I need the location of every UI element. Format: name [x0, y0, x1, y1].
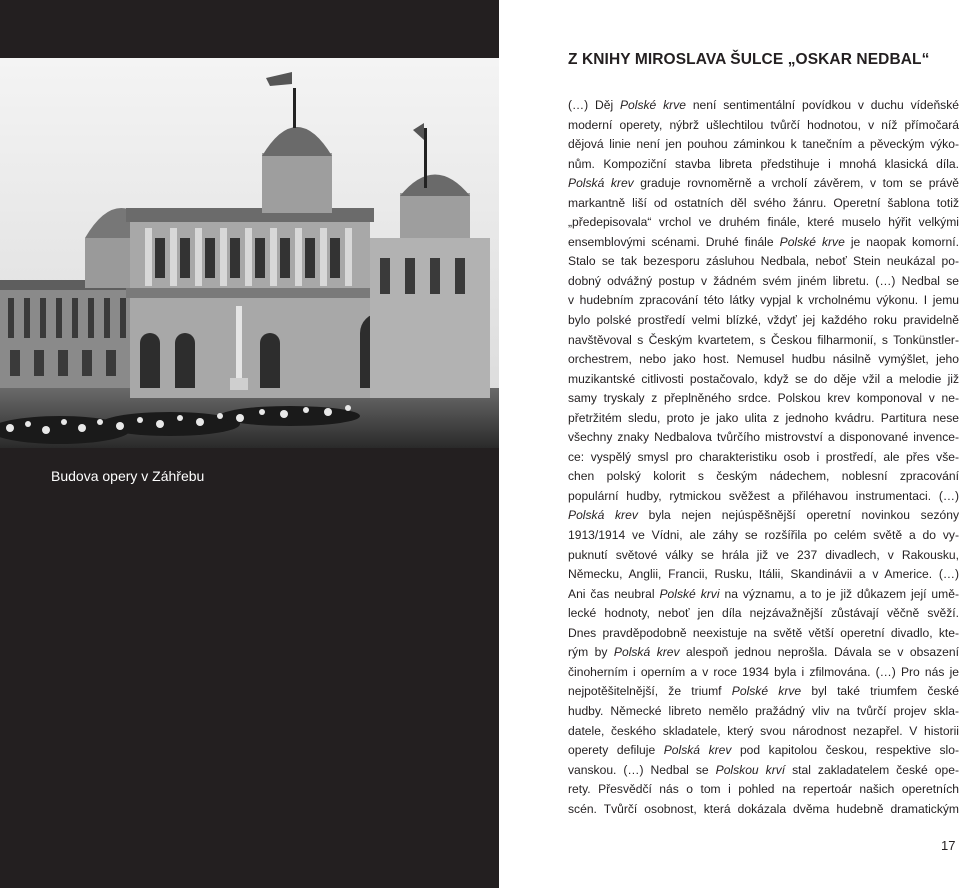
text-segment: Německu, Anglii, Francii, Rusku, Itálii, Skandinávii a v Americe. (…): [568, 567, 959, 582]
italic-title-text: Polská krev: [568, 176, 634, 191]
text-line: [568, 448, 959, 468]
text-segment: (…) Děj: [568, 98, 620, 112]
text-segment: Dnes pravděpodobně neexistuje na světě větší operetní divadlo, kte-: [568, 625, 959, 640]
text-line: [568, 526, 959, 546]
text-line: [568, 174, 959, 194]
text-line: [568, 702, 959, 722]
text-segment: v hudebním zpracování této látky vypjal k vrcholnému výkonu. I jemu: [568, 293, 959, 308]
text-segment: není sentimentální povídkou v duchu vídeňské: [685, 98, 959, 112]
text-line: [568, 233, 959, 253]
italic-title-text: Polskou krví: [715, 762, 786, 777]
text-line: [568, 409, 959, 429]
body-text: [568, 96, 959, 819]
text-segment: ensemblovými scénami. Druhé finále: [568, 234, 780, 249]
text-line: [568, 741, 959, 761]
text-segment: vanskou. (…) Nedbal se: [568, 762, 716, 777]
text-segment: dobný odvážný postup v žádném svém jiném libretu. (…) Nedbal se: [568, 273, 959, 288]
text-segment: dějová linie není jen pouhou záminkou k tanečním a pěveckým výko-: [568, 137, 959, 152]
text-line: [568, 350, 959, 370]
text-line: [568, 565, 959, 585]
text-segment: markantně liší od ostatních děl svého žánru. Operetní šablona totiž: [568, 195, 959, 210]
text-segment: rety. Přesvědčí nás o tom i pohled na repertoár našich operetních: [568, 782, 959, 797]
text-line: [568, 291, 959, 311]
text-line: [568, 194, 959, 214]
text-segment: operety defiluje: [568, 743, 664, 758]
italic-title-text: Polská krev: [568, 508, 638, 523]
opera-house-photo: [0, 58, 499, 448]
text-segment: samy tryskaly z přeplněného srdce. Polskou krev komponoval v ne-: [568, 391, 959, 406]
italic-title-text: Polská krev: [663, 743, 732, 758]
text-segment: lecké hodnoty, neboť jen díla nejzávažnější zůstávají věčně svěží.: [568, 606, 959, 621]
text-line: [568, 428, 959, 448]
text-line: [568, 682, 959, 702]
text-segment: činoherním i operním a v roce 1934 byla i zfilmována. (…) Pro nás je: [568, 664, 959, 679]
text-line: [568, 546, 959, 566]
text-segment: scén. Tvůrčí osobnost, která dokázala dvěma hudebně dramatickým: [568, 801, 959, 816]
text-line: [568, 389, 959, 409]
text-segment: orchestrem, nebo jako host. Nemusel hudbu násilně vymýšlet, jeho: [568, 352, 959, 367]
text-segment: muzikantské citlivosti postačovalo, když se do děje vžil a melodie již: [568, 371, 959, 386]
text-line: [568, 135, 959, 155]
text-line: [568, 585, 959, 605]
text-line: [568, 311, 959, 331]
page-number: 17: [941, 838, 956, 853]
text-segment: všechny znaky Nedbalova tvůrčího mistrovství a disponované invence-: [568, 430, 959, 445]
text-segment: graduje rovnoměrně a vrcholí závěrem, v tom se právě: [633, 176, 959, 191]
text-segment: rým by: [568, 645, 614, 660]
text-line: [568, 116, 959, 136]
text-segment: Stalo se tak bezesporu zásluhou Nedbala, neboť Stein neukázal po-: [568, 254, 959, 269]
text-segment: datele, českého skladatele, který svou národnost nezapřel. V historii: [568, 723, 959, 738]
italic-title-text: Polská krev: [613, 645, 680, 660]
text-segment: hudby. Německé libreto nemělo pražádný vliv na tvůrčí projev skla-: [568, 703, 959, 718]
text-line: [568, 604, 959, 624]
text-line: [568, 252, 959, 272]
text-segment: je naopak komorní.: [844, 234, 959, 249]
text-segment: navštěvoval s Českým kvartetem, s Českou filharmonií, s Tonkünstler-: [568, 332, 959, 347]
text-line: [568, 761, 959, 781]
text-segment: chen polský kolorit s českým nádechem, noblesní zpracování: [568, 469, 959, 484]
text-line: [568, 467, 959, 487]
italic-title-text: Polské krve: [779, 234, 845, 249]
italic-title-text: Polské krvi: [659, 586, 720, 601]
text-segment: ce: vyspělý smysl pro charakteristiku osob i prostředí, ale přes vše-: [568, 449, 959, 464]
text-segment: byla nejen nejúspěšnější operetní novinkou sezóny: [637, 508, 959, 523]
text-segment: nům. Kompoziční stavba libreta předstihuje i mnohá klasická díla.: [568, 156, 959, 171]
text-segment: Ani čas neubral: [568, 586, 660, 601]
text-segment: moderní operety, nýbrž ušlechtilou tvůrčí hodnotou, v níž přímočará: [568, 117, 959, 132]
text-line: [568, 624, 959, 644]
text-line: [568, 155, 959, 175]
text-line: [568, 96, 959, 116]
italic-title-text: Polské krve: [731, 684, 802, 699]
text-segment: 1913/1914 ve Vídni, ale záhy se rozšířila po celém světě a do vy-: [568, 528, 959, 543]
text-segment: populární hudby, rytmickou svěžest a přiléhavou instrumentaci. (…): [568, 488, 959, 503]
text-line: [568, 780, 959, 800]
text-segment: „předepisovala“ vrchol ve druhém finále, které muselo hýřit velkými: [568, 215, 959, 230]
text-segment: na významu, a to je již důkazem její umě-: [719, 586, 959, 601]
text-line: [568, 506, 959, 526]
text-segment: nejpotěšitelnější, že triumf: [568, 684, 732, 699]
italic-title-text: Polské krve: [619, 98, 686, 112]
text-segment: byl také triumfem české: [801, 684, 959, 699]
text-line: [568, 213, 959, 233]
text-line: [568, 487, 959, 507]
text-segment: přetržitém sledu, proto je jako ulita z jednoho kvádru. Partitura nese: [568, 410, 959, 425]
photo-caption: Budova opery v Záhřebu: [51, 468, 205, 484]
text-line: [568, 370, 959, 390]
text-segment: alespoň jednou neprošla. Dávala se v obsazení: [679, 645, 959, 660]
text-line: [568, 800, 959, 820]
text-line: [568, 722, 959, 742]
section-title: Z KNIHY MIROSLAVA ŠULCE „OSKAR NEDBAL“: [568, 51, 930, 68]
text-line: [568, 643, 959, 663]
text-segment: stal zakladatelem české ope-: [785, 762, 959, 777]
text-line: [568, 272, 959, 292]
text-line: [568, 663, 959, 683]
text-segment: puknutí světové války se hrála již ve 237 divadlech, v Rakousku,: [568, 547, 959, 562]
text-line: [568, 331, 959, 351]
text-segment: bylo polské prostředí velmi blízké, vždyť jej každého roku pravidelně: [568, 313, 959, 328]
text-segment: pod kapitolou českou, respektive slo-: [731, 743, 959, 758]
